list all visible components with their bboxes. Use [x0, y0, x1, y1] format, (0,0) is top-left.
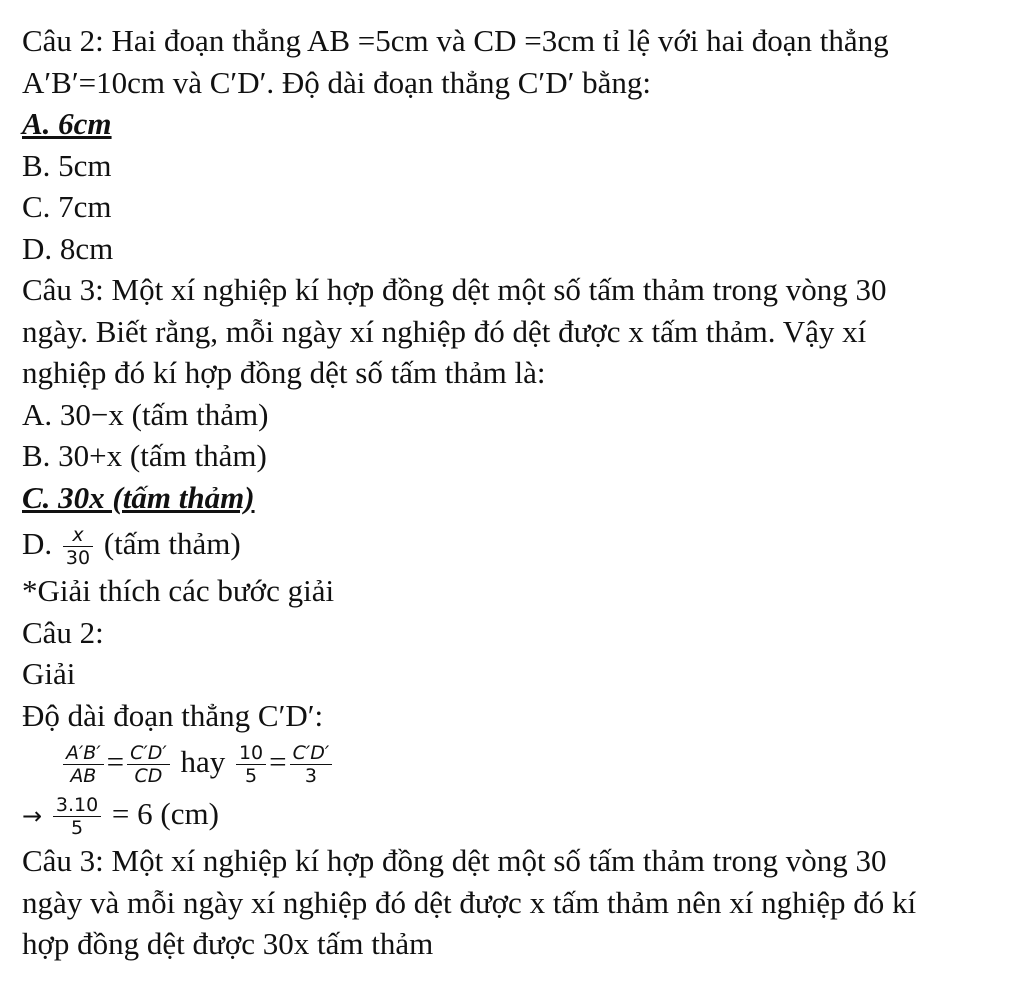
q2-option-a-correct: A. 6cm [22, 106, 112, 141]
q3-option-d [22, 518, 1012, 570]
fraction-denominator: 5 [245, 765, 258, 788]
explanation-solve-label: Giải [22, 656, 76, 691]
explanation-q3-line-3: hợp đồng dệt được 30x tấm thảm [22, 926, 434, 961]
q3-stem-line-3: nghiệp đó kí hợp đồng dệt số tấm thảm là: [22, 355, 546, 390]
ratio-equation [22, 736, 1012, 788]
q3-stem-line-2: ngày. Biết rằng, mỗi ngày xí nghiệp đó dệt được x tấm thảm. Vậy xí [22, 313, 867, 349]
arrow-icon: → [22, 802, 43, 830]
result-equation [22, 788, 1012, 840]
fraction-denominator: 3 [304, 765, 317, 788]
fraction-numerator: 3.10 [53, 794, 101, 817]
fraction-denominator: 30 [65, 547, 91, 570]
equals-sign: = [269, 744, 287, 779]
q2-option-c: C. 7cm [22, 189, 112, 224]
fraction-cd-prime-over-3 [290, 742, 333, 787]
q2-option-b: B. 5cm [22, 147, 112, 183]
document [22, 20, 1012, 965]
q3-option-d-suffix: (tấm thảm) [103, 526, 241, 561]
explanation-length-label: Độ dài đoạn thẳng C′D′: [22, 697, 324, 733]
result-text: = 6 (cm) [111, 796, 219, 831]
q2-stem-line-1: Câu 2: Hai đoạn thẳng AB =5cm và CD =3cm tỉ lệ với hai đoạn thẳng [22, 23, 889, 58]
fraction-numerator: C′D′ [127, 742, 170, 765]
fraction-result [53, 794, 101, 839]
explanation-heading: *Giải thích các bước giải [22, 573, 335, 608]
explanation-q2-label: Câu 2: [22, 614, 104, 650]
fraction-denominator: 5 [70, 817, 84, 840]
fraction-numerator: x [63, 524, 93, 547]
fraction-denominator: AB [70, 765, 97, 788]
fraction-ab-prime [63, 742, 104, 787]
q3-option-d-prefix: D. [22, 526, 53, 561]
q3-option-d-fraction [63, 524, 93, 569]
fraction-numerator: C′D′ [290, 742, 333, 765]
hay-word: hay [180, 744, 226, 779]
fraction-numerator: A′B′ [63, 742, 104, 765]
q3-option-a: A. 30−x (tấm thảm) [22, 396, 269, 432]
explanation-q3-line-2: ngày và mỗi ngày xí nghiệp đó dệt được x tấm thảm nên xí nghiệp đó kí [22, 884, 917, 920]
fraction-10-over-5 [236, 742, 266, 787]
fraction-denominator: CD [134, 765, 163, 788]
fraction-numerator: 10 [236, 742, 266, 765]
q3-option-b: B. 30+x (tấm thảm) [22, 438, 267, 473]
q3-stem-line-1: Câu 3: Một xí nghiệp kí hợp đồng dệt một số tấm thảm trong vòng 30 [22, 272, 887, 307]
q3-option-c-row [22, 477, 1012, 519]
q2-option-a-row [22, 103, 1012, 145]
fraction-cd-prime [127, 742, 170, 787]
explanation-q3-line-1: Câu 3: Một xí nghiệp kí hợp đồng dệt một số tấm thảm trong vòng 30 [22, 843, 887, 878]
q2-stem-line-2: A′B′=10cm và C′D′. Độ dài đoạn thẳng C′D′ bằng: [22, 64, 652, 100]
q2-option-d: D. 8cm [22, 230, 114, 266]
equals-sign: = [106, 744, 125, 779]
q3-option-c-correct: C. 30x (tấm thảm) [22, 479, 255, 515]
